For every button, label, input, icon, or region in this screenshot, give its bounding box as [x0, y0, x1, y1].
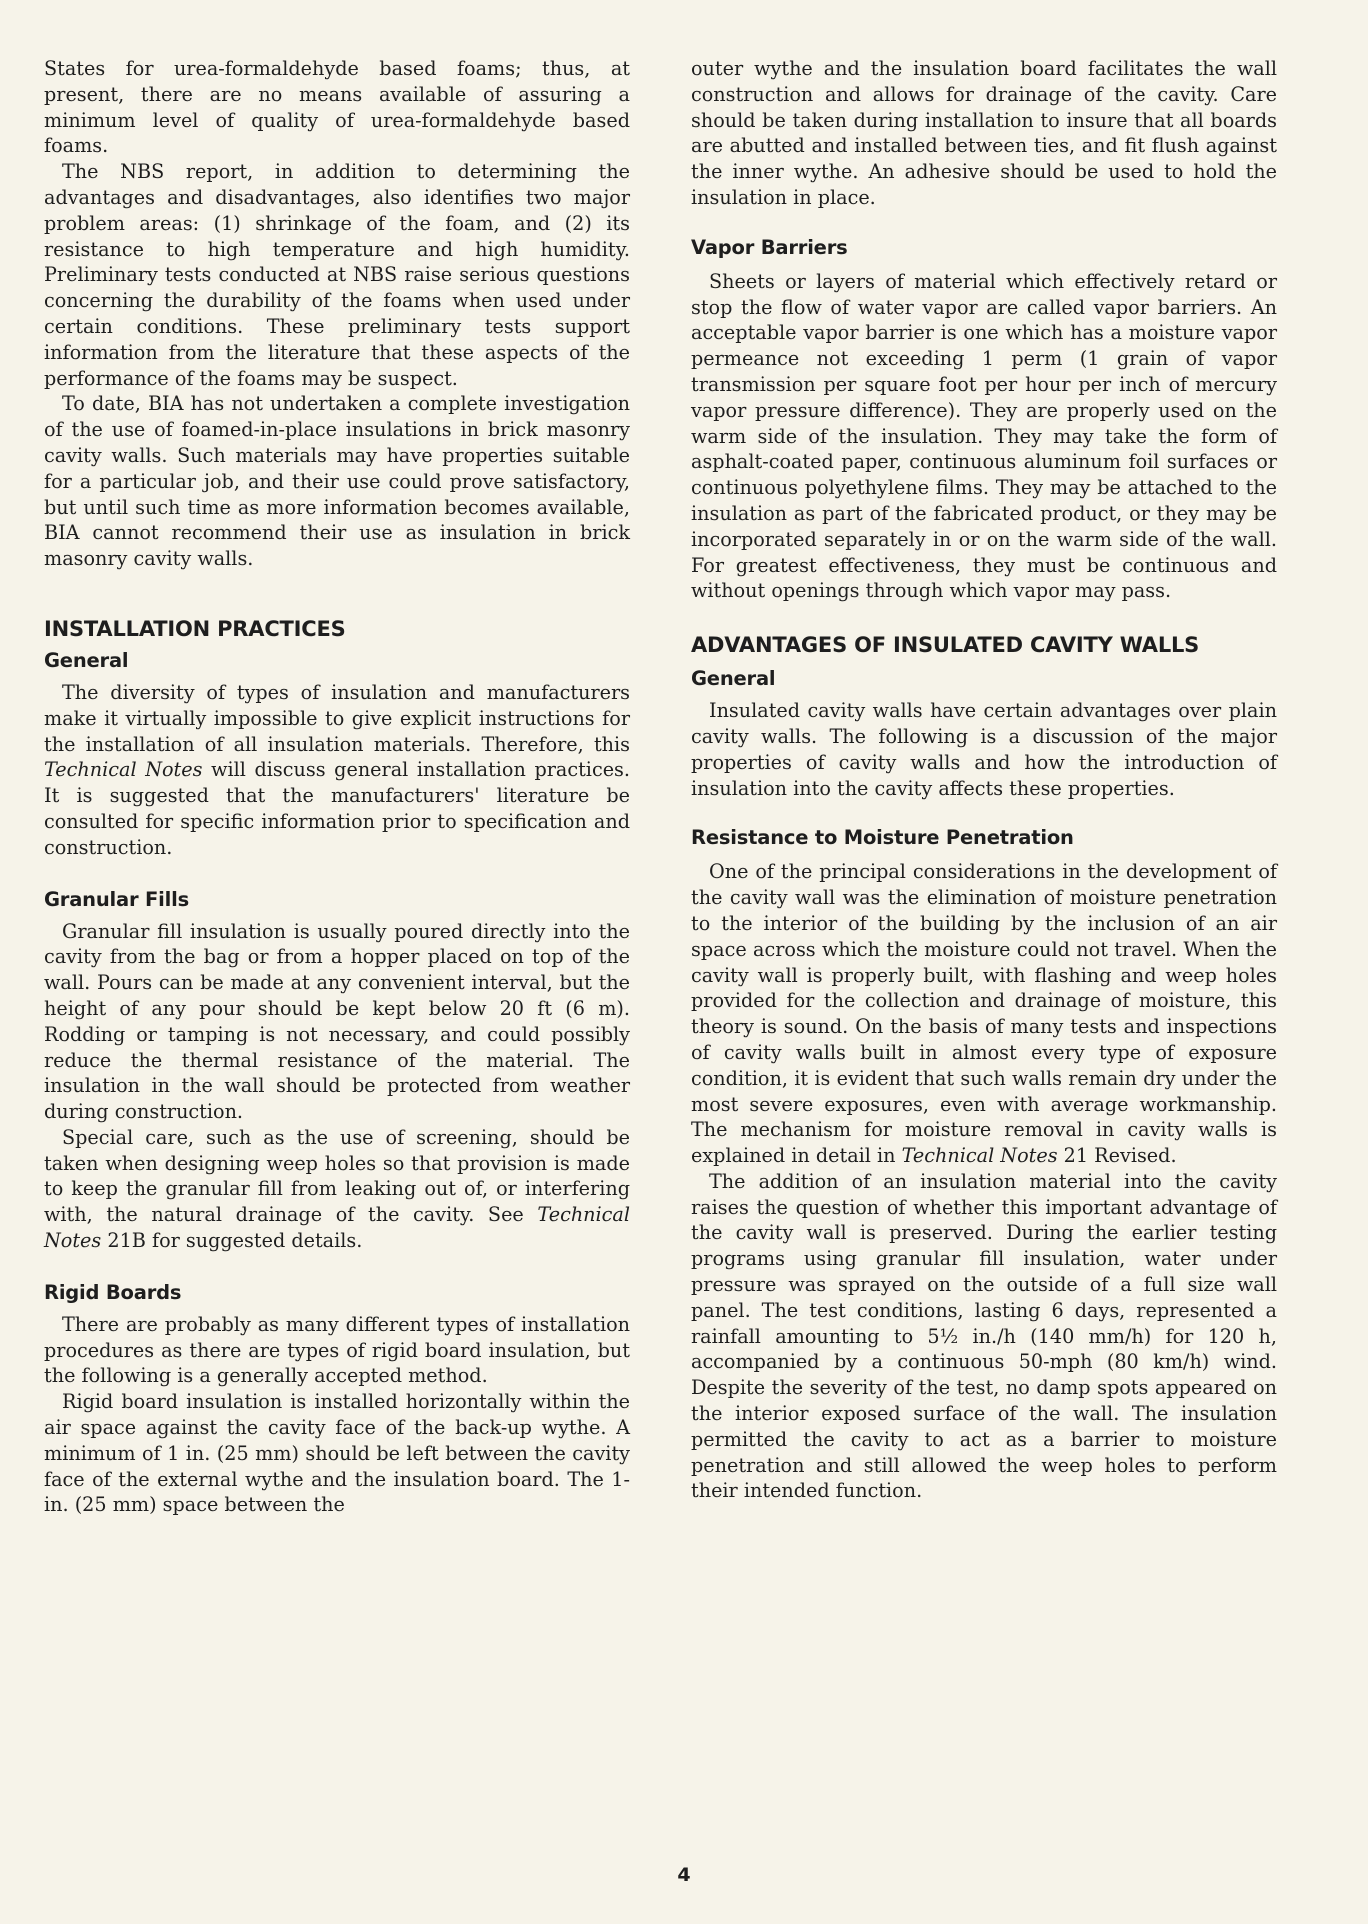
heading-moisture-penetration: Resistance to Moisture Penetration: [691, 826, 1074, 850]
paragraph-granular-weep-holes: [44, 1125, 630, 1254]
paragraph-rigid-continued: outer wythe and the insulation board facilitates the wall construction and allows for drainage of the cavity. Care should be taken during installation to insure that all boards are abutted and installed between ties, and fit flush against the inner wythe. An adhesive should be used to hold the insulation in place.: [691, 57, 1277, 209]
text-segment: will discuss general installation practices. It is suggested that the manufacturers' literature be consulted for specific information prior to specification and construction.: [44, 758, 630, 859]
right-column: [691, 56, 1277, 1504]
paragraph-granular-pour: Granular fill insulation is usually poured directly into the cavity from the bag or from a hopper placed on top of the wall. Pours can be made at any convenient interval, but the height of any pour should be kept below 20 ft (6 m). Rodding or tamping is not necessary, and could possibly reduce the thermal resistance of the material. The insulation in the wall should be protected from weather during construction.: [44, 919, 630, 1124]
paragraph-moisture-testing: The addition of an insulation material into the cavity raises the question of whether this important advantage of the cavity wall is preserved. During the earlier testing programs using granular fill insulation, water under pressure was sprayed on the outside of a full size wall panel. The test conditions, lasting 6 days, represented a rainfall amounting to 5½ in./h (140 mm/h) for 120 h, accompanied by a continuous 50-mph (80 km/h) wind. Despite the severity of the test, no damp spots appeared on the interior exposed surface of the wall. The insulation permitted the cavity to act as a barrier to moisture penetration and still allowed the weep holes to perform their intended function.: [691, 1169, 1277, 1503]
heading-granular-fills: Granular Fills: [44, 887, 189, 911]
paragraph-rigid-installation: Rigid board insulation is installed horizontally within the air space against the cavity face of the back-up wythe. A minimum of 1 in. (25 mm) should be left between the cavity face of the external wythe and the insulation board. The 1-in. (25 mm) space between the: [44, 1390, 630, 1517]
text-segment: Special care, such as the use of screening, should be taken when designing weep holes so that provision is made to keep the granular fill from leaking out of, or interfering with, the natural drainage of the cavity. See: [44, 1125, 630, 1227]
paragraph-general-advantages: Insulated cavity walls have certain advantages over plain cavity walls. The following is a discussion of the major properties of cavity walls and how the introduction of insulation into the cavity affects these properties.: [691, 699, 1277, 800]
heading-vapor-barriers: Vapor Barriers: [691, 235, 848, 259]
heading-general-advantages: General: [691, 667, 776, 691]
paragraph-nbs-report: The NBS report, in addition to determining the advantages and disadvantages, also identifies two major problem areas: (1) shrinkage of the foam, and (2) its resistance to high temperature and high humidity. Preliminary tests conducted at NBS raise serious questions concerning the durability of the foams when used under certain conditions. These preliminary tests support information from the literature that these aspects of the performance of the foams may be suspect.: [44, 160, 630, 390]
paragraph-general-installation: [44, 680, 630, 861]
text-segment: 21B for suggested details.: [101, 1229, 363, 1253]
italic-title: Technical Notes: [44, 758, 203, 782]
paragraph-bia-investigation: To date, BIA has not undertaken a complete investigation of the use of foamed-in-place insulations in brick masonry cavity walls. Such materials may have properties suitable for a particular job, and their use could prove satisfactory, but until such time as more information becomes available, BIA cannot recommend their use as insulation in brick masonry cavity walls.: [44, 392, 630, 571]
heading-general-installation: General: [44, 648, 129, 672]
heading-installation-practices: INSTALLATION PRACTICES: [44, 616, 346, 641]
italic-title: Technical Notes: [901, 1144, 1058, 1168]
paragraph-rigid-procedures: There are probably as many different types of installation procedures as there are types of rigid board insulation, but the following is a generally accepted method.: [44, 1312, 630, 1388]
left-column: [44, 56, 630, 1518]
paragraph-foam-quality: States for urea-formaldehyde based foams; thus, at present, there are no means available of assuring a minimum level of quality of urea-formaldehyde based foams.: [44, 57, 630, 158]
paragraph-moisture-principal: [691, 859, 1277, 1169]
paragraph-vapor-barriers: Sheets or layers of material which effectively retard or stop the flow of water vapor are called vapor barriers. An acceptable vapor barrier is one which has a moisture vapor permeance not exceeding 1 perm (1 grain of vapor transmission per square foot per hour per inch of mercury vapor pressure difference). They are properly used on the warm side of the insulation. They may take the form of asphalt-coated paper, continuous aluminum foil surfaces or continuous polyethylene films. They may be attached to the insulation as part of the fabricated product, or they may be incorporated separately in or on the warm side of the wall. For greatest effectiveness, they must be continuous and without openings through which vapor may pass.: [691, 269, 1277, 603]
text-segment: One of the principal considerations in the development of the cavity wall was the elimination of moisture penetration to the interior of the building by the inclusion of an air space across which the moisture could not travel. When the cavity wall is properly built, with flashing and weep holes provided for the collection and drainage of moisture, this theory is sound. On the basis of many tests and inspections of cavity walls built in almost every type of exposure condition, it is evident that such walls remain dry under the most severe exposures, even with average workmanship. The mechanism for moisture removal in cavity walls is explained in detail in: [691, 860, 1277, 1168]
heading-rigid-boards: Rigid Boards: [44, 1280, 182, 1304]
italic-title: Technical Notes: [44, 1203, 630, 1253]
heading-advantages: ADVANTAGES OF INSULATED CAVITY WALLS: [691, 633, 1200, 658]
text-segment: The diversity of types of insulation and manufacturers make it virtually impossible to give explicit instructions for the installation of all insulation materials. Therefore, this: [44, 680, 630, 756]
text-segment: 21 Revised.: [1057, 1144, 1177, 1168]
page-number: 4: [677, 1864, 691, 1886]
